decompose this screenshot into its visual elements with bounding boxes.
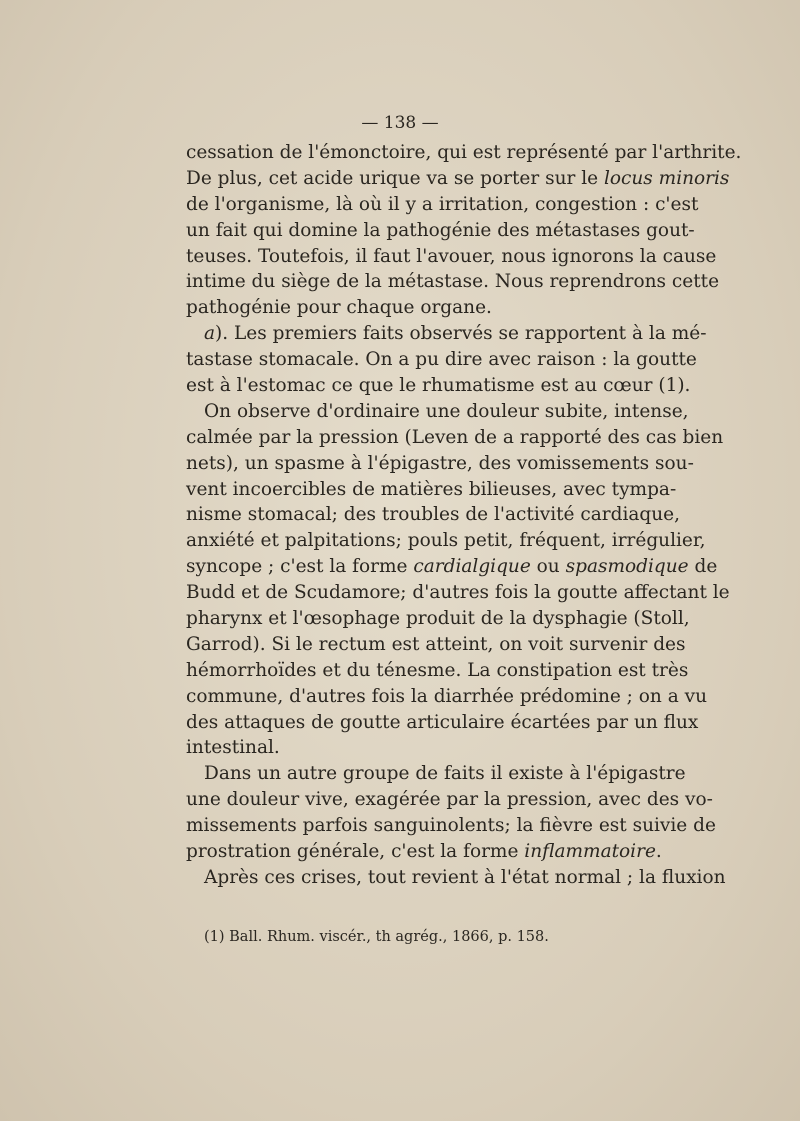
- italic-text: locus minoris: [603, 167, 730, 189]
- text-line: [186, 710, 699, 736]
- text-line: [186, 865, 726, 891]
- text-segment: anxiété et palpitations; pouls petit, fréquent, irrégulier,: [186, 530, 706, 552]
- text-line: [186, 347, 697, 373]
- italic-text: spasmodique: [565, 556, 689, 578]
- text-segment: Après ces crises, tout revient à l'état normal ; la fluxion: [204, 866, 726, 888]
- text-segment: un fait qui domine la pathogénie des métastases gout-: [186, 219, 695, 241]
- italic-text: cardialgique: [413, 556, 531, 578]
- text-line: [186, 373, 691, 399]
- text-line: [186, 554, 718, 580]
- text-line: [186, 166, 730, 192]
- text-segment: de: [688, 556, 718, 578]
- text-line: [186, 218, 695, 244]
- italic-text: inflammatoire: [524, 841, 656, 863]
- text-line: [186, 684, 708, 710]
- text-line: [186, 606, 690, 632]
- text-segment: Dans un autre groupe de faits il existe à l'épigastre: [204, 763, 686, 785]
- text-segment: missements parfois sanguinolents; la fièvre est suivie de: [186, 815, 716, 837]
- paragraph: [186, 399, 730, 761]
- text-segment: nets), un spasme à l'épigastre, des vomissements sou-: [186, 452, 694, 474]
- text-segment: intime du siège de la métastase. Nous reprendrons cette: [186, 271, 720, 293]
- text-line: [186, 528, 706, 554]
- text-line: [186, 813, 716, 839]
- text-line: [186, 399, 689, 425]
- text-segment: De plus, cet acide urique va se porter sur le: [186, 167, 604, 189]
- text-segment: des attaques de goutte articulaire écartées par un flux: [186, 711, 699, 733]
- text-segment: Budd et de Scudamore; d'autres fois la goutte affectant le: [186, 582, 730, 604]
- text-line: [186, 502, 680, 528]
- text-segment: de l'organisme, là où il y a irritation, congestion : c'est: [186, 193, 699, 215]
- text-segment: cessation de l'émonctoire, qui est représenté par l'arthrite.: [186, 142, 742, 163]
- text-segment: On observe d'ordinaire une douleur subite, intense,: [204, 400, 689, 422]
- text-segment: hémorrhoïdes et du ténesme. La constipation est très: [186, 659, 689, 681]
- text-segment: pharynx et l'œsophage produit de la dysphagie (Stoll,: [186, 608, 690, 630]
- text-segment: vent incoercibles de matières bilieuses, avec tympa-: [186, 478, 677, 500]
- text-line: [186, 244, 717, 270]
- text-segment: commune, d'autres fois la diarrhée prédomine ; on a vu: [186, 685, 708, 707]
- text-line: [186, 140, 742, 166]
- body-text: [186, 140, 742, 891]
- text-segment: calmée par la pression (Leven de a rapporté des cas bien: [186, 426, 724, 448]
- italic-text: a: [204, 323, 216, 345]
- text-line: [186, 451, 694, 477]
- text-segment: prostration générale, c'est la forme: [186, 841, 525, 863]
- text-line: [186, 658, 689, 684]
- text-line: [186, 269, 720, 295]
- page-number: — 138 —: [361, 113, 439, 133]
- text-line: [186, 321, 707, 347]
- text-line: [186, 192, 699, 218]
- text-segment: nisme stomacal; des troubles de l'activité cardiaque,: [186, 504, 680, 526]
- paragraph: [186, 140, 742, 321]
- text-line: [186, 580, 730, 606]
- text-line: [186, 632, 686, 658]
- paragraph: [186, 865, 726, 891]
- footnote: (1) Ball. Rhum. viscér., th agrég., 1866, p. 158.: [204, 929, 549, 945]
- text-line: [186, 787, 713, 813]
- text-line: [186, 425, 724, 451]
- text-segment: ou: [530, 556, 566, 578]
- text-line: [186, 761, 686, 787]
- text-line: [186, 295, 676, 321]
- text-segment: teuses. Toutefois, il faut l'avouer, nous ignorons la cause: [186, 245, 717, 267]
- text-segment: intestinal.: [186, 737, 280, 759]
- text-segment: tastase stomacale. On a pu dire avec raison : la goutte: [186, 349, 697, 371]
- text-segment: une douleur vive, exagérée par la pression, avec des vo-: [186, 789, 713, 811]
- text-line: [186, 839, 676, 865]
- paragraph: [186, 321, 707, 399]
- text-line: [186, 477, 676, 503]
- text-segment: pathogénie pour chaque organe.: [186, 297, 492, 319]
- text-line: [186, 735, 676, 761]
- text-segment: Garrod). Si le rectum est atteint, on voit survenir des: [186, 633, 686, 655]
- text-segment: ). Les premiers faits observés se rapportent à la mé-: [215, 323, 707, 345]
- paragraph: [186, 761, 716, 865]
- text-segment: est à l'estomac ce que le rhumatisme est au cœur (1).: [186, 375, 691, 397]
- text-segment: .: [655, 841, 662, 863]
- text-segment: syncope ; c'est la forme: [186, 556, 414, 578]
